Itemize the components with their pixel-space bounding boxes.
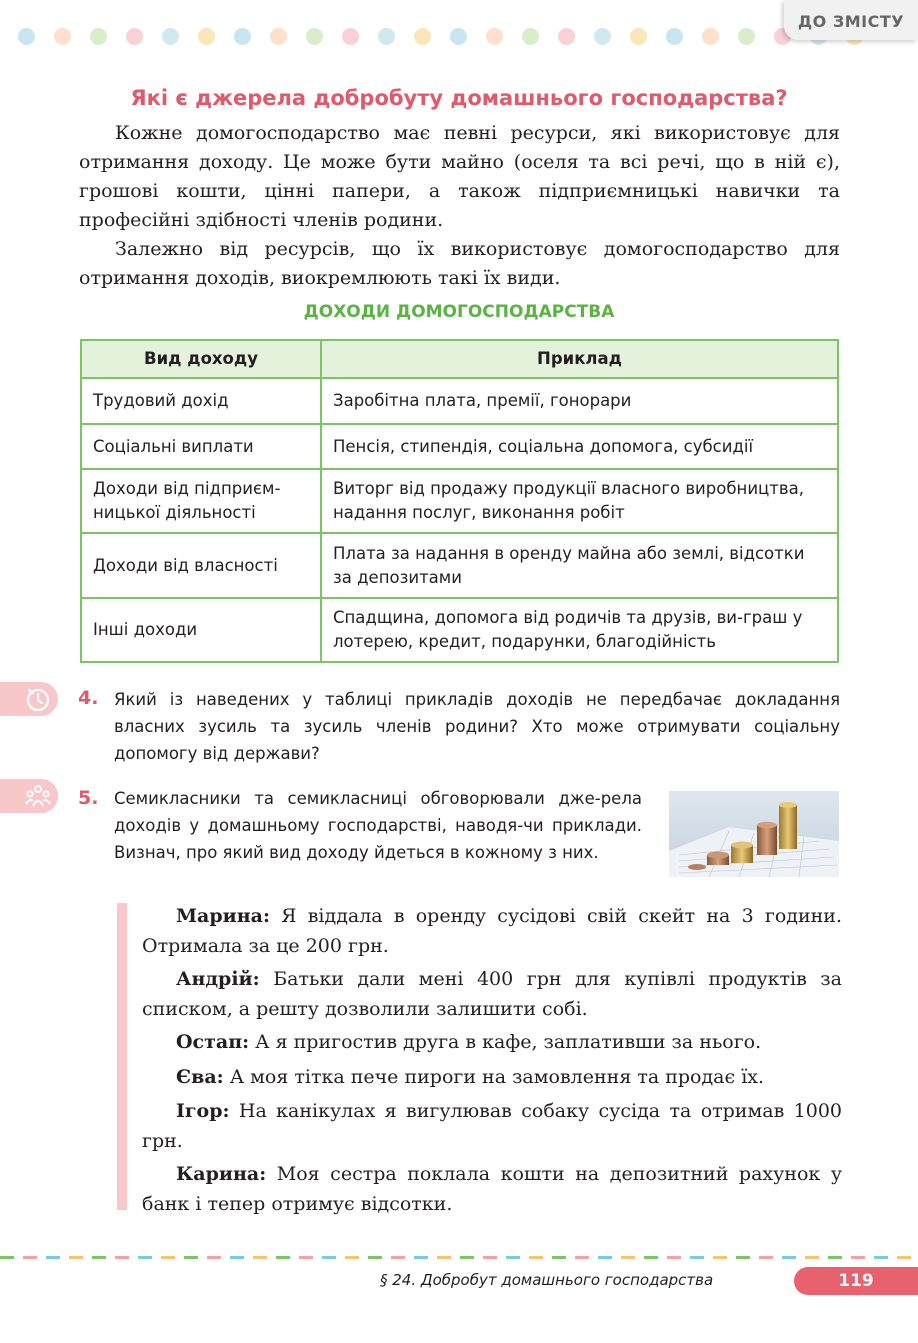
dash-segment	[621, 1256, 635, 1259]
speaker-name: Єва:	[176, 1066, 224, 1088]
decorative-dot	[126, 28, 143, 45]
dash-segment	[483, 1256, 497, 1259]
table-row	[81, 469, 838, 533]
decorative-dot	[666, 28, 683, 45]
table-row	[81, 533, 838, 598]
dash-segment	[897, 1256, 911, 1259]
decorative-dot	[702, 28, 719, 45]
table-row	[81, 598, 838, 662]
speaker-name: Карина:	[176, 1163, 267, 1185]
dash-segment	[345, 1256, 359, 1259]
dash-segment	[713, 1256, 727, 1259]
section-heading: Які є джерела добробуту домашнього господарства?	[130, 86, 788, 110]
decorative-dot	[378, 28, 395, 45]
dash-segment	[874, 1256, 888, 1259]
income-example-cell: Виторг від продажу продукції власного виробництва, надання послуг, виконання робіт	[321, 469, 838, 533]
dash-segment	[46, 1256, 60, 1259]
clock-icon	[24, 685, 52, 713]
speaker-name: Ігор:	[176, 1100, 230, 1122]
decorative-dot	[738, 28, 755, 45]
dialog-line	[142, 1027, 842, 1057]
coins-photo	[669, 791, 839, 877]
dash-segment	[253, 1256, 267, 1259]
dash-segment	[529, 1256, 543, 1259]
dash-segment	[115, 1256, 129, 1259]
dash-segment	[506, 1256, 520, 1259]
decorative-dot	[18, 28, 35, 45]
dash-segment	[805, 1256, 819, 1259]
decorative-dot	[198, 28, 215, 45]
speaker-name: Андрій:	[176, 968, 260, 990]
dash-segment	[552, 1256, 566, 1259]
table-of-contents-button[interactable]: ДО ЗМІСТУ	[784, 0, 918, 40]
column-header-type: Вид доходу	[81, 340, 321, 378]
decorative-dot	[54, 28, 71, 45]
income-type-cell: Доходи від підприєм-ницької діяльності	[81, 469, 321, 533]
dash-segment	[828, 1256, 842, 1259]
dash-segment	[851, 1256, 865, 1259]
question-tag	[0, 779, 58, 813]
income-type-cell: Інші доходи	[81, 598, 321, 662]
dash-segment	[460, 1256, 474, 1259]
dash-segment	[299, 1256, 313, 1259]
decorative-dot	[558, 28, 575, 45]
question-text: Який із наведених у таблиці прикладів доходів не передбачає докладання власних зусиль та зусиль членів родини? Хто може отримувати соціальну допомогу від держави?	[114, 690, 840, 763]
dash-segment	[368, 1256, 382, 1259]
speaker-name: Марина:	[176, 905, 270, 927]
decorative-dot	[486, 28, 503, 45]
dash-segment	[736, 1256, 750, 1259]
dash-segment	[414, 1256, 428, 1259]
dash-segment	[575, 1256, 589, 1259]
dash-segment	[644, 1256, 658, 1259]
dash-segment	[667, 1256, 681, 1259]
decorative-dot	[90, 28, 107, 45]
footer-dashed-line	[0, 1256, 918, 1259]
decorative-dot	[162, 28, 179, 45]
decorative-dot	[270, 28, 287, 45]
dash-segment	[782, 1256, 796, 1259]
income-example-cell: Пенсія, стипендія, соціальна допомога, субсидії	[321, 424, 838, 469]
question-tag	[0, 682, 58, 716]
dash-segment	[161, 1256, 175, 1259]
question-text: Семикласники та семикласниці обговорювали дже-рела доходів у домашньому господарстві, наводя-чи приклади. Визнач, про який вид доходу йдеться в кожному з них.	[114, 789, 642, 862]
decorative-dot	[342, 28, 359, 45]
decorative-dots	[18, 28, 878, 48]
table-header-row	[81, 340, 838, 378]
speaker-line: На канікулах я вигулював собаку сусіда та отримав 1000 грн.	[142, 1100, 843, 1152]
income-example-cell: Спадщина, допомога від родичів та друзів, ви-граш у лотерею, кредит, подарунки, благодійність	[321, 598, 838, 662]
dash-segment	[276, 1256, 290, 1259]
speaker-line: А я пригостив друга в кафе, заплативши за нього.	[255, 1031, 762, 1053]
dialog-line	[142, 901, 842, 961]
decorative-dot	[306, 28, 323, 45]
speaker-line: Я віддала в оренду сусідові свій скейт на 3 години. Отримала за це 200 грн.	[142, 905, 842, 957]
speaker-line: Моя сестра поклала кошти на депозитний рахунок у банк і тепер отримує відсотки.	[142, 1163, 842, 1215]
speaker-name: Остап:	[176, 1031, 250, 1053]
dash-segment	[230, 1256, 244, 1259]
dash-segment	[92, 1256, 106, 1259]
page-number: 119	[794, 1267, 918, 1295]
question-number: 5.	[78, 787, 99, 809]
decorative-dot	[630, 28, 647, 45]
dash-segment	[69, 1256, 83, 1259]
intro-paragraph: Кожне домогосподарство має певні ресурси, які використовує для отримання доходу. Це може бути майно (оселя та всі речі, що в ній є), грошові кошти, цінні папери, а також підприємницькі навички та професійні здібності членів родини.	[79, 122, 840, 231]
dash-segment	[207, 1256, 221, 1259]
dash-segment	[138, 1256, 152, 1259]
dialog-line	[142, 1062, 842, 1092]
dash-segment	[598, 1256, 612, 1259]
dash-segment	[437, 1256, 451, 1259]
speaker-line: А моя тітка пече пироги на замовлення та продає їх.	[229, 1066, 765, 1088]
table-row	[81, 424, 838, 469]
dialog-side-bar	[117, 903, 127, 1210]
dialog-line	[142, 1159, 842, 1219]
decorative-dot	[522, 28, 539, 45]
table-title: ДОХОДИ ДОМОГОСПОДАРСТВА	[303, 302, 615, 322]
column-header-example: Приклад	[321, 340, 838, 378]
dash-segment	[23, 1256, 37, 1259]
dash-segment	[690, 1256, 704, 1259]
question-number: 4.	[78, 687, 99, 709]
dialog-line	[142, 1096, 842, 1156]
decorative-dot	[594, 28, 611, 45]
speaker-line: Батьки дали мені 400 грн для купівлі продуктів за списком, а решту дозволили залишити собі.	[142, 968, 842, 1020]
income-table	[80, 339, 839, 663]
income-type-cell: Доходи від власності	[81, 533, 321, 598]
group-icon	[24, 782, 52, 810]
dash-segment	[322, 1256, 336, 1259]
types-paragraph: Залежно від ресурсів, що їх використовує домогосподарство для отримання доходів, виокремлюють такі їх види.	[79, 238, 840, 289]
income-example-cell: Плата за надання в оренду майна або землі, відсотки за депозитами	[321, 533, 838, 598]
dash-segment	[0, 1256, 14, 1259]
dialog-line	[142, 964, 842, 1024]
decorative-dot	[414, 28, 431, 45]
dash-segment	[759, 1256, 773, 1259]
decorative-dot	[450, 28, 467, 45]
table-row	[81, 378, 838, 424]
footer-section-label: § 24. Добробут домашнього господарства	[380, 1271, 714, 1289]
income-example-cell: Заробітна плата, премії, гонорари	[321, 378, 838, 424]
income-type-cell: Соціальні виплати	[81, 424, 321, 469]
dash-segment	[184, 1256, 198, 1259]
income-type-cell: Трудовий дохід	[81, 378, 321, 424]
dash-segment	[391, 1256, 405, 1259]
decorative-dot	[234, 28, 251, 45]
